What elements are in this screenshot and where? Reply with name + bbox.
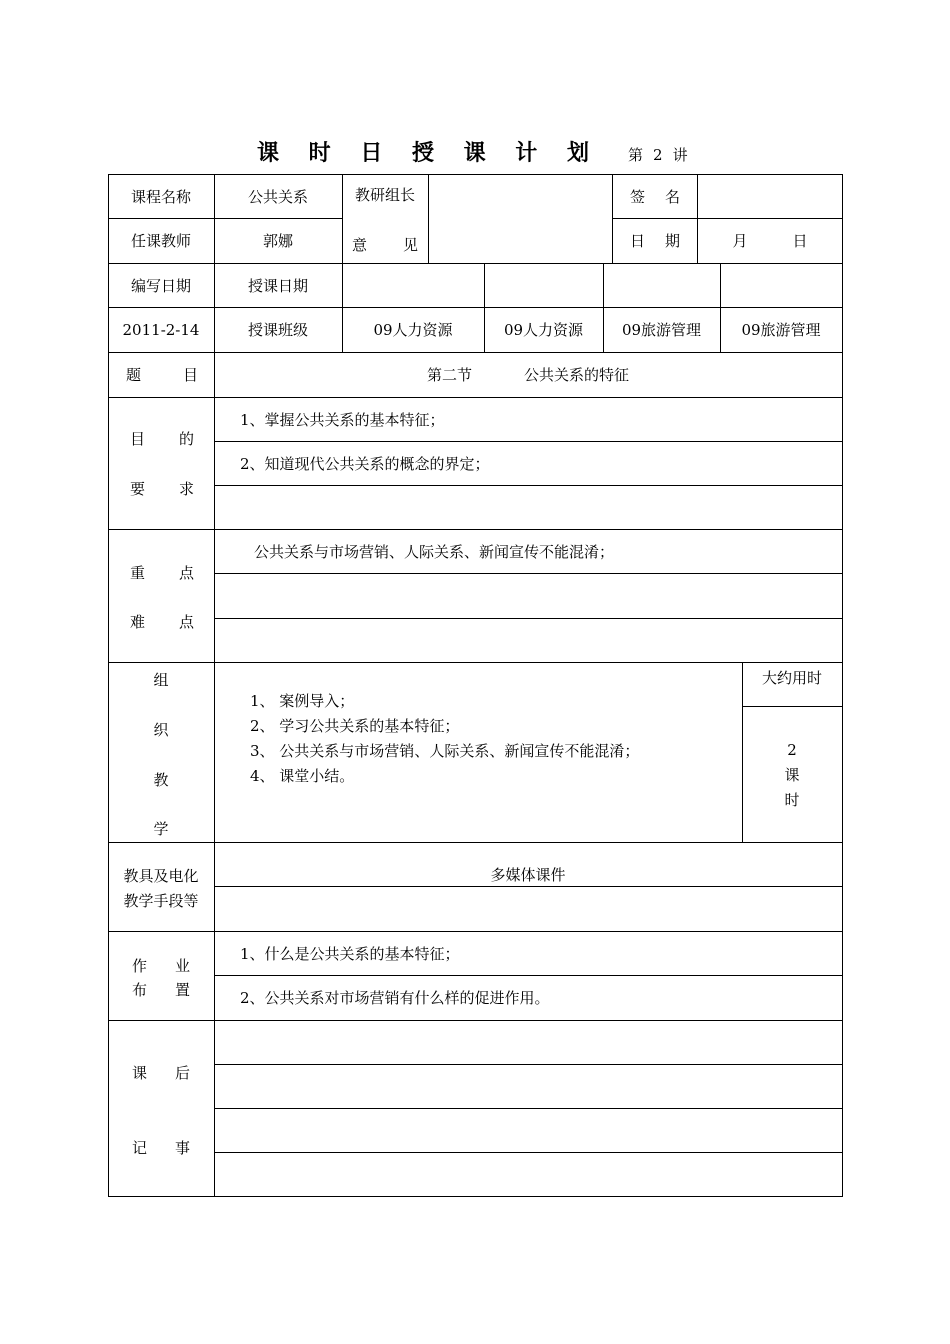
topic-value bbox=[214, 352, 842, 397]
class-label: 授课班级 bbox=[247, 321, 308, 339]
homework-label-2a: 布 bbox=[132, 980, 148, 999]
keypoint-item-2 bbox=[254, 573, 834, 618]
class-1: 09人力资源 bbox=[373, 321, 453, 339]
write-date-value: 2011-2-14 bbox=[122, 320, 200, 339]
topic-label bbox=[126, 352, 198, 397]
objectives-label-1b: 的 bbox=[178, 429, 194, 448]
keypoints-label-line2 bbox=[130, 601, 194, 641]
org-label-4: 学 bbox=[153, 819, 169, 838]
keypoints-label-line1 bbox=[130, 552, 194, 592]
lecture-number-value: 2 bbox=[653, 146, 663, 164]
objectives-label-1a: 目 bbox=[130, 429, 146, 448]
notes-label-line1 bbox=[132, 1059, 190, 1085]
date-label bbox=[630, 218, 680, 263]
date-label-b: 期 bbox=[664, 232, 680, 250]
course-name-label: 课程名称 bbox=[130, 187, 191, 206]
topic-label-b: 目 bbox=[182, 366, 198, 384]
sign-label bbox=[630, 174, 680, 218]
date-label-a: 日 bbox=[630, 232, 646, 250]
class-2: 09人力资源 bbox=[503, 321, 584, 339]
tools-value: 多媒体课件 bbox=[490, 865, 566, 884]
org-step-2: 2、 学习公共关系的基本特征； bbox=[250, 716, 460, 735]
notes-label-2a: 记 bbox=[132, 1138, 148, 1157]
homework-label-2b: 置 bbox=[174, 980, 190, 999]
org-label-3: 教 bbox=[153, 770, 169, 789]
review-opinion-value bbox=[428, 174, 612, 263]
tools-label-line2: 教学手段等 bbox=[123, 891, 199, 910]
class-4: 09旅游管理 bbox=[741, 321, 821, 339]
time-label: 大约用时 bbox=[761, 668, 822, 687]
sign-label-a: 签 bbox=[630, 187, 646, 206]
objectives-label-2b: 求 bbox=[178, 479, 194, 498]
homework-item-1: 1、什么是公共关系的基本特征； bbox=[240, 944, 460, 963]
notes-label-1b: 后 bbox=[174, 1063, 190, 1082]
keypoints-label-1b: 点 bbox=[178, 563, 194, 582]
objectives-label-line2 bbox=[130, 468, 194, 508]
course-name-value: 公共关系 bbox=[247, 187, 308, 206]
homework-label-1b: 业 bbox=[174, 956, 190, 975]
month-label: 月 bbox=[732, 232, 748, 250]
homework-item-2: 2、公共关系对市场营销有什么样的促进作用。 bbox=[240, 989, 550, 1007]
org-label-1: 组 bbox=[153, 670, 169, 689]
topic-title: 公共关系的特征 bbox=[524, 366, 630, 384]
org-step-1: 1、 案例导入； bbox=[250, 691, 355, 710]
sign-label-b: 名 bbox=[664, 187, 680, 206]
objectives-label-2a: 要 bbox=[130, 479, 146, 498]
lecture-suffix: 讲 bbox=[672, 146, 688, 164]
sign-value bbox=[697, 174, 842, 218]
org-label-2: 织 bbox=[153, 720, 169, 739]
keypoint-item-1: 公共关系与市场营销、人际关系、新闻宣传不能混淆； bbox=[254, 542, 615, 561]
lecture-prefix: 第 bbox=[628, 146, 644, 164]
objectives-label-line1 bbox=[130, 418, 194, 458]
homework-label-line1 bbox=[132, 952, 190, 978]
keypoints-label-2a: 难 bbox=[130, 612, 146, 631]
tools-label-line1: 教具及电化 bbox=[123, 866, 199, 885]
org-step-4: 4、 课堂小结。 bbox=[250, 766, 355, 785]
objective-item-1: 1、掌握公共关系的基本特征； bbox=[240, 410, 445, 429]
write-date-label: 编写日期 bbox=[130, 276, 191, 295]
notes-label-2b: 事 bbox=[174, 1138, 190, 1157]
objective-item-2: 2、知道现代公共关系的概念的界定； bbox=[240, 454, 490, 473]
topic-label-a: 题 bbox=[126, 366, 142, 384]
keypoint-item-3 bbox=[254, 618, 834, 662]
teacher-value: 郭娜 bbox=[262, 232, 293, 250]
time-unit-a: 课 bbox=[784, 766, 800, 784]
day-label: 日 bbox=[792, 232, 808, 250]
keypoints-label-2b: 点 bbox=[178, 612, 194, 631]
notes-label-1a: 课 bbox=[132, 1063, 148, 1082]
review-label-line2 bbox=[352, 222, 418, 267]
time-value: 2 bbox=[787, 740, 797, 759]
review-label-line1: 教研组长 bbox=[354, 186, 415, 204]
topic-section: 第二节 bbox=[426, 366, 472, 384]
lecture-number bbox=[628, 144, 698, 165]
teacher-label: 任课教师 bbox=[130, 232, 191, 250]
page-title: 课 时 日 授 课 计 划 bbox=[257, 141, 600, 166]
homework-label-1a: 作 bbox=[132, 956, 148, 975]
class-3: 09旅游管理 bbox=[621, 321, 702, 339]
org-step-3: 3、 公共关系与市场营销、人际关系、新闻宣传不能混淆； bbox=[250, 741, 640, 760]
review-label-2a: 意 bbox=[352, 236, 368, 254]
review-label-2b: 见 bbox=[402, 236, 418, 254]
time-unit-b: 时 bbox=[784, 791, 800, 809]
homework-label-line2 bbox=[132, 976, 190, 1002]
objective-item-3 bbox=[240, 485, 830, 529]
notes-label-line2 bbox=[132, 1134, 190, 1160]
keypoints-label-1a: 重 bbox=[130, 563, 146, 582]
teach-date-label: 授课日期 bbox=[247, 276, 308, 295]
